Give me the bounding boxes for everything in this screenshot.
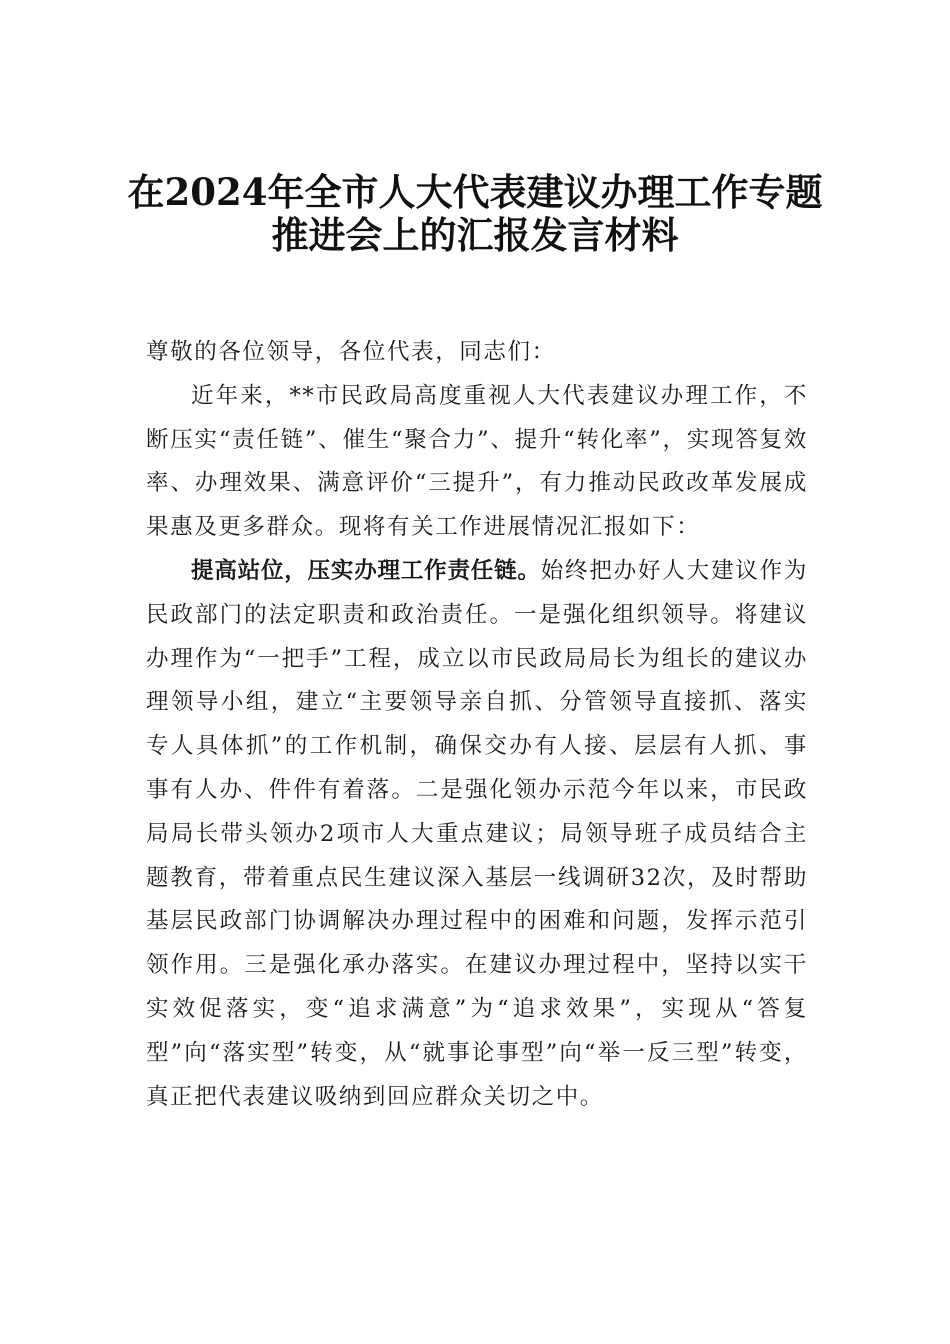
paragraph-lead-heading: 提高站位，压实办理工作责任链。 (191, 557, 541, 584)
paragraph-intro: 近年来，**市民政局高度重视人大代表建议办理工作，不断压实“责任链”、催生“聚合力”、提升“转化率”，实现答复效率、办理效果、满意评价“三提升”，有力推动民政改革发展成果惠及更多群众。现将有关工作进展情况汇报如下： (146, 382, 808, 541)
paragraph-responsibility (146, 550, 808, 1119)
salutation: 尊敬的各位领导，各位代表，同志们： (146, 339, 556, 365)
document-title-line-1: 在2024年全市人大代表建议办理工作专题 (127, 170, 823, 214)
paragraph-body-text: 始终把办好人大建议作为民政部门的法定职责和政治责任。一是强化组织领导。将建议办理作为“一把手”工程，成立以市民政局局长为组长的建议办理领导小组，建立“主要领导亲自抓、分管领导直接抓、落实专人具体抓”的工作机制，确保交办有人接、层层有人抓、事事有人办、件件有着落。二是强化领办示范今年以来，市民政局局长带头领办2项市人大重点建议；局领导班子成员结合主题教育，带着重点民生建议深入基层一线调研32次，及时帮助基层民政部门协调解决办理过程中的困难和问题，发挥示范引领作用。三是强化承办落实。在建议办理过程中，坚持以实干实效促落实，变“追求满意”为“追求效果”，实现从“答复型”向“落实型”转变，从“就事论事型”向“举一反三型”转变，真正把代表建议吸纳到回应群众关切之中。 (146, 557, 808, 1110)
document-title-line-2: 推进会上的汇报发言材料 (271, 213, 679, 257)
document-body (146, 331, 808, 1119)
